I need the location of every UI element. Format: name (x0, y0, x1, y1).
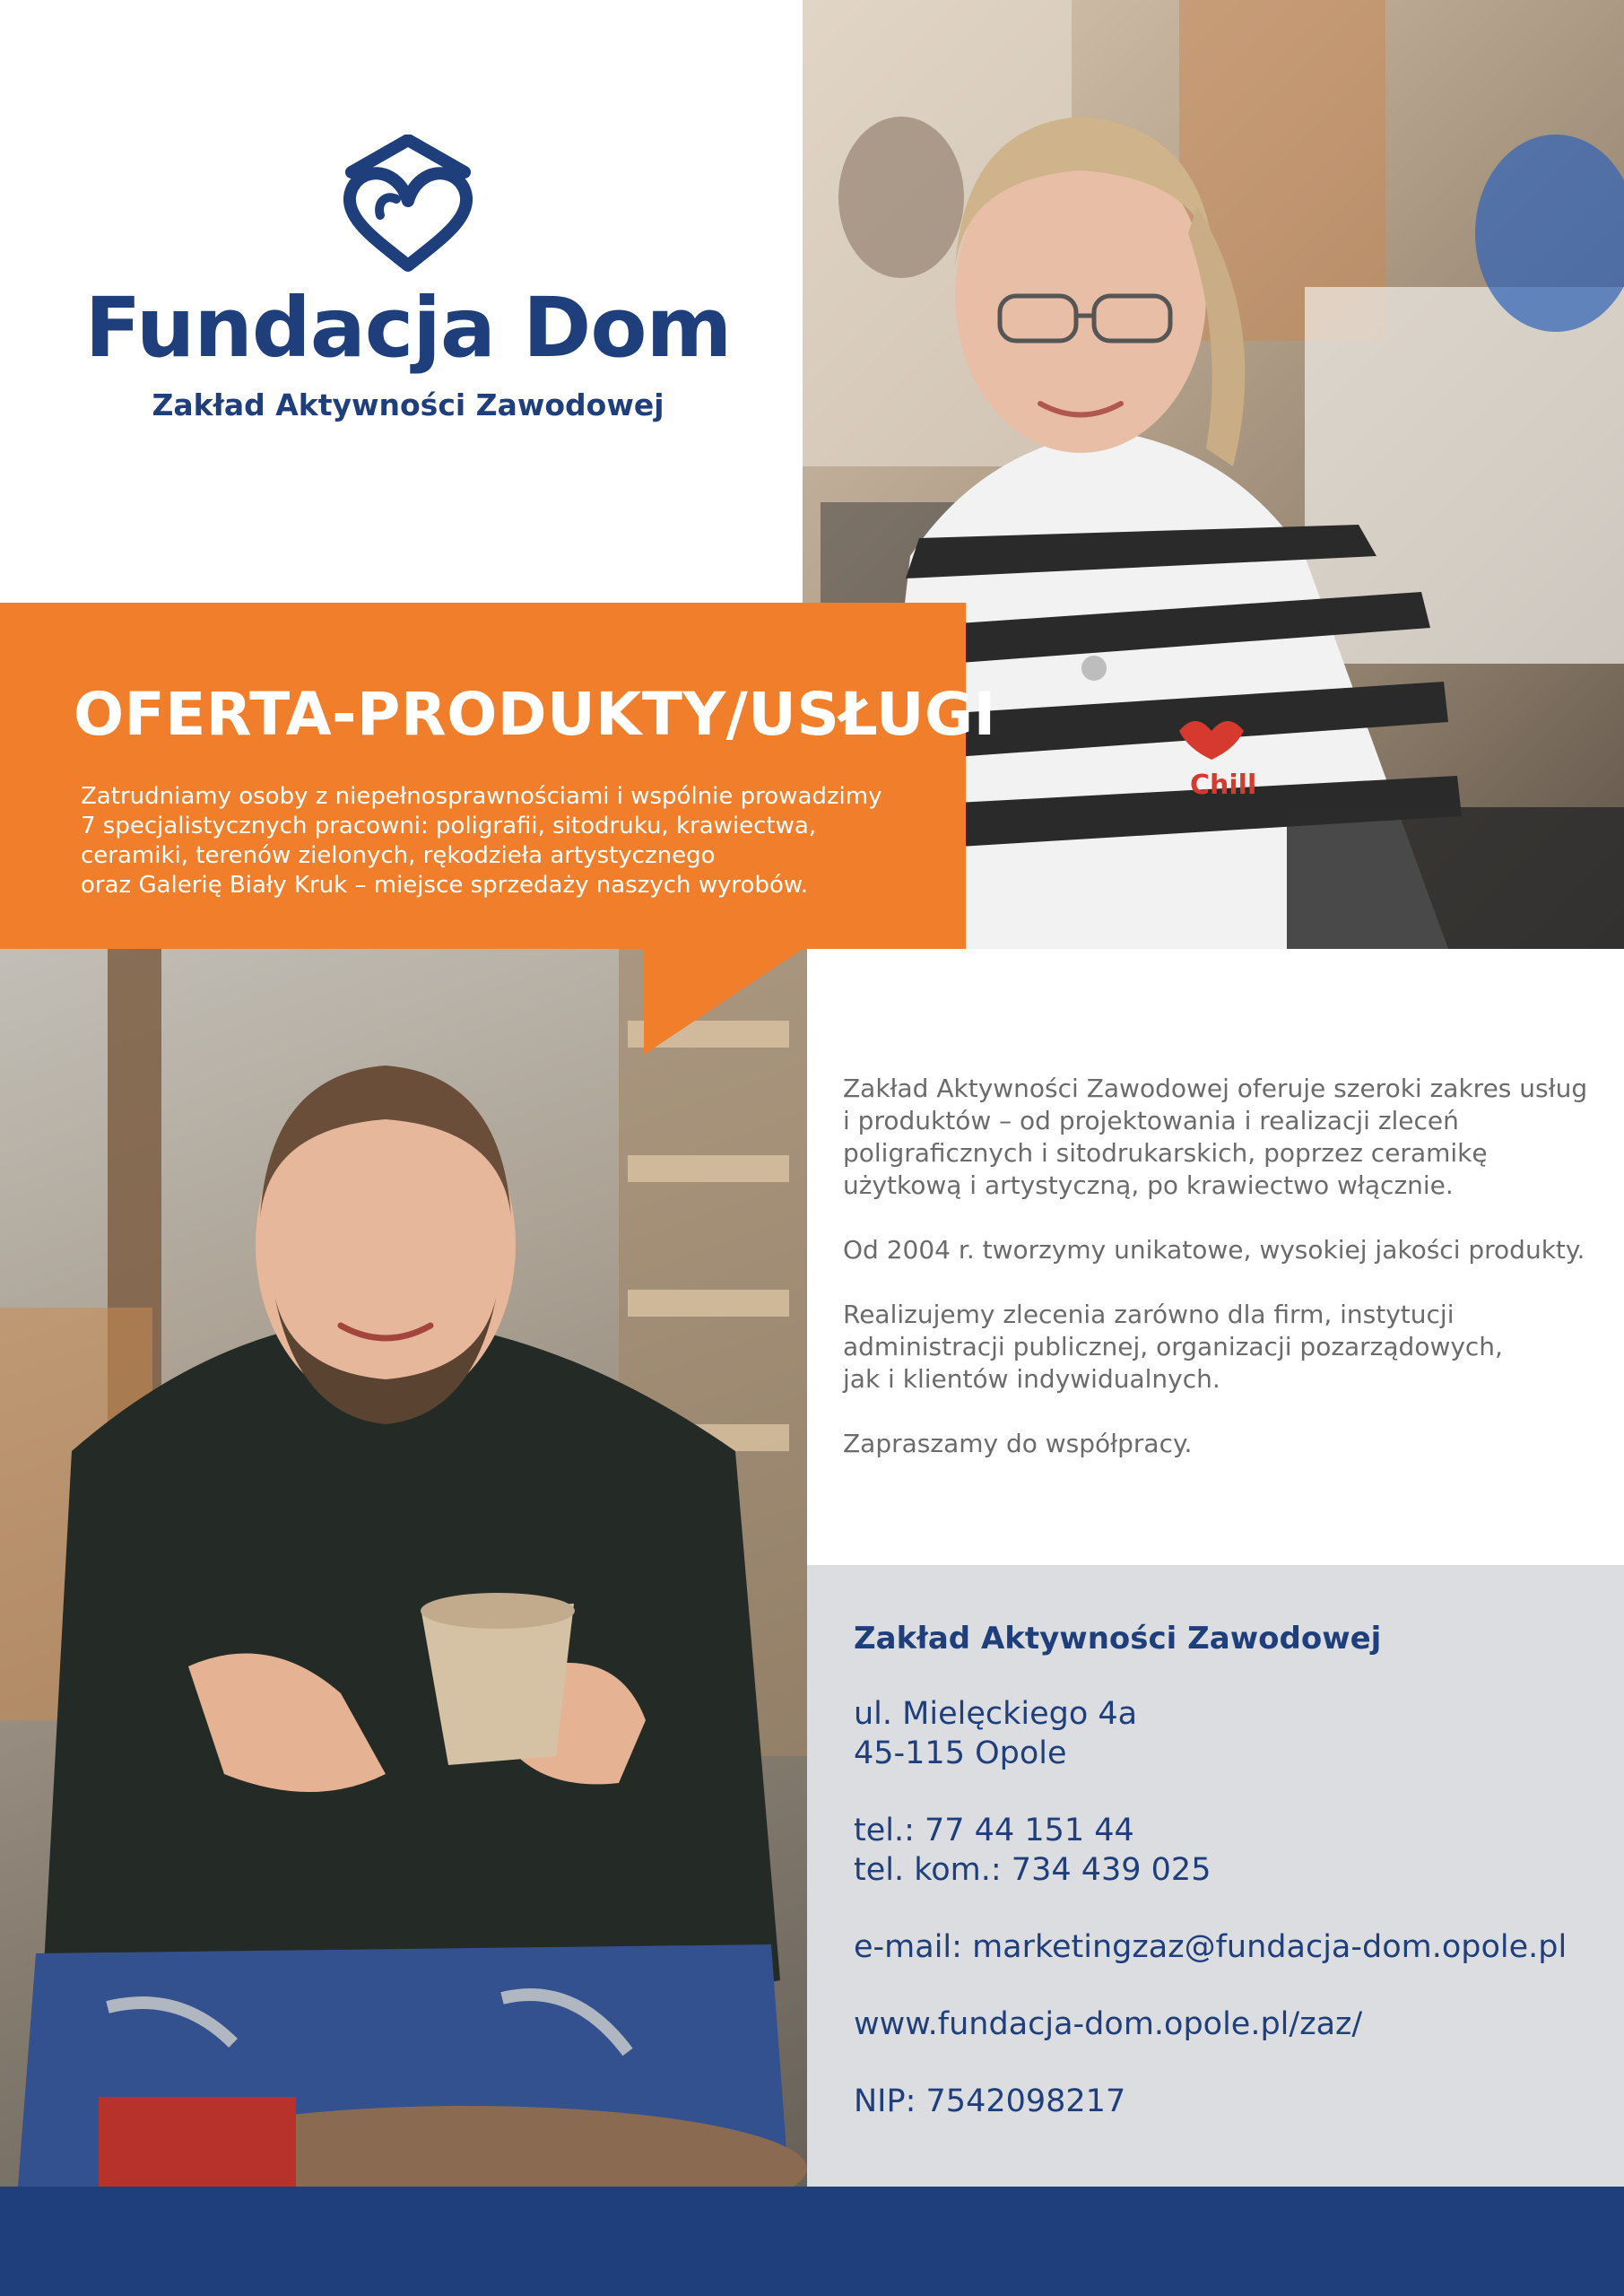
contact-title: Zakład Aktywności Zawodowej (854, 1621, 1382, 1657)
offer-lead (81, 782, 942, 900)
logo-block (0, 0, 803, 603)
contact-phone: tel.: 77 44 151 44 (854, 1813, 1134, 1848)
offer-speech-tail (644, 947, 805, 1055)
logo-subtitle: Zakład Aktywności Zawodowej (152, 387, 664, 422)
offer-lead-line: Zatrudniamy osoby z niepełnosprawnościami i wspólnie prowadzimy (81, 783, 882, 810)
contact-phones (854, 1811, 1616, 1890)
offer-lead-line: ceramiki, terenów zielonych, rękodzieła artystycznego (81, 842, 716, 869)
description-paragraph-invite (843, 1428, 1605, 1460)
description-line: Realizujemy zlecenia zarówno dla firm, instytucji (843, 1300, 1455, 1329)
contact-city: 45-115 Opole (854, 1735, 1067, 1771)
description-line: Zapraszamy do współpracy. (843, 1429, 1193, 1458)
description-paragraph-clients (843, 1299, 1605, 1396)
photo-ceramicist (0, 949, 807, 2187)
description-block (843, 1073, 1605, 1492)
footer-bar (0, 2187, 1624, 2296)
logo-title: Fundacja Dom (84, 280, 732, 376)
house-heart-icon (341, 135, 475, 278)
shirt-print-text: Chill (1190, 770, 1257, 801)
description-line: administracji publicznej, organizacji pozarządowych, (843, 1332, 1503, 1361)
contact-mobile: tel. kom.: 734 439 025 (854, 1852, 1211, 1888)
contact-website: www.fundacja-dom.opole.pl/zaz/ (854, 2006, 1363, 2042)
description-line: i produktów – od projektowania i realizacji zleceń (843, 1106, 1459, 1135)
contact-nip-group (854, 2082, 1616, 2121)
offer-lead-line: oraz Galerię Biały Kruk – miejsce sprzedaży naszych wyrobów. (81, 872, 809, 899)
description-line: Od 2004 r. tworzymy unikatowe, wysokiej jakości produkty. (843, 1235, 1585, 1265)
contact-email: e-mail: marketingzaz@fundacja-dom.opole.pl (854, 1929, 1568, 1965)
contact-details (854, 1619, 1616, 2159)
description-line: użytkową i artystyczną, po krawiectwo włącznie. (843, 1170, 1454, 1200)
description-line: poligraficznych i sitodrukarskich, poprzez ceramikę (843, 1138, 1488, 1168)
offer-lead-line: 7 specjalistycznych pracowni: poligrafii, sitodruku, krawiectwa, (81, 813, 817, 839)
contact-address (854, 1694, 1616, 1773)
contact-panel (807, 1565, 1624, 2187)
description-line: Zakład Aktywności Zawodowej oferuje szeroki zakres usług (843, 1074, 1588, 1103)
contact-nip: NIP: 7542098217 (854, 2083, 1126, 2119)
description-paragraph-history (843, 1234, 1605, 1266)
ceramicist-illustration (0, 949, 807, 2187)
contact-street: ul. Mielęckiego 4a (854, 1696, 1138, 1732)
description-line: jak i klientów indywidualnych. (843, 1364, 1220, 1394)
contact-website-group (854, 2005, 1616, 2044)
contact-email-group (854, 1927, 1616, 1967)
description-paragraph-services (843, 1073, 1605, 1202)
offer-heading: OFERTA-PRODUKTY/USŁUGI (74, 680, 996, 749)
